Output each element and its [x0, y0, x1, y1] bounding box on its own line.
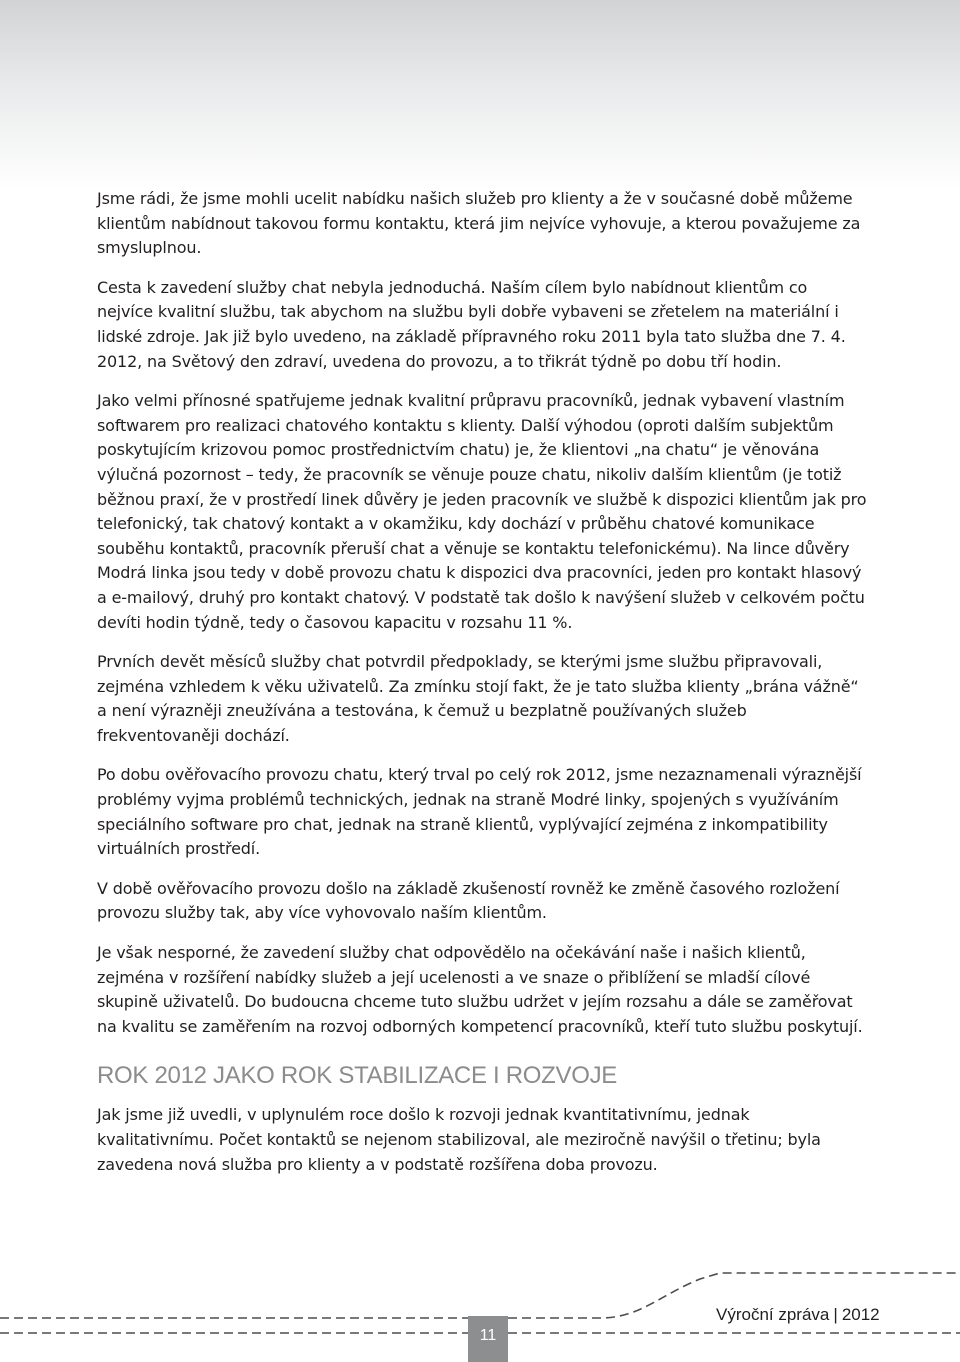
header-gradient-band [0, 0, 960, 190]
report-separator: | [833, 1305, 838, 1324]
paragraph-intro: Jsme rádi, že jsme mohli ucelit nabídku našich služeb pro klienty a že v současné době můžeme klientům nabídnout takovou formu kontaktu, která jim nejvíce vyhovuje, a kterou považujeme za smysluplnou. [97, 189, 861, 258]
paragraph-chat-benefits: Jako velmi přínosné spatřujeme jednak kvalitní průpravu pracovníků, jednak vybavení vlastním softwarem pro realizaci chatového kontaktu s klienty. Další výhodou (oproti dalším subjektům poskytujícím krizovou pomoc prostřednictvím chatu) je, že klientovi „na chatu“ je věnována výlučná pozornost – tedy, že pracovník se věnuje pouze chatu, nikoliv dalším klientům (je totiž běžnou praxí, že v prostředí linek důvěry je jeden pracovník ve službě k dispozici klientům jak pro telefonický, tak chatový kontakt a v okamžiku, kdy dochází v průběhu chatové komunikace souběhu kontaktů, pracovník přeruší chat a věnuje se kontaktu telefonickému). Na lince důvěry Modrá linka jsou tedy v době provozu chatu k dispozici dva pracovníci, jeden pro kontakt hlasový a e-mailový, druhý pro kontakt chatový. V podstatě tak došlo k navýšení služeb v celkovém počtu devíti hodin týdně, tedy o časovou kapacitu v rozsahu 11 %. [97, 391, 867, 632]
page-number: 11 [479, 1327, 497, 1344]
report-year: 2012 [841, 1305, 880, 1324]
paragraph-conclusion: Je však nesporné, že zavedení služby chat odpovědělo na očekávání naše i našich klientů, zejména v rozšíření nabídky služeb a její ucelenosti a ve snaze o přiblížení se mladší cílové skupině uživatelů. Do budoucna chceme tuto službu udržet v jejím rozsahu a dále se zaměřovat na kvalitu se zaměřením na rozvoj odborných kompetencí pracovníků, kteří tuto službu poskytují. [97, 943, 863, 1036]
paragraph-first-months: Prvních devět měsíců služby chat potvrdil předpoklady, se kterými jsme službu připravovali, zejména vzhledem k věku uživatelů. Za zmínku stojí fakt, že je tato služba klienty „brána vážně“ a není výrazněji zneužívána a testována, k čemuž u bezplatně používaných služeb frekventovaněji dochází. [97, 652, 859, 745]
paragraph-time-changes: V době ověřovacího provozu došlo na základě zkušeností rovněž ke změně časového rozložení provozu služby tak, aby více vyhovovalo naším klientům. [97, 878, 840, 923]
report-title: Výroční zpráva [716, 1305, 830, 1324]
report-label [716, 1305, 880, 1325]
section-heading: ROK 2012 JAKO ROK STABILIZACE I ROZVOJE [97, 1062, 618, 1090]
document-body [97, 187, 867, 1192]
paragraph-chat-introduction: Cesta k zavedení služby chat nebyla jednoduchá. Naším cílem bylo nabídnout klientům co nejvíce kvalitní službu, tak abychom na službu byli dobře vybaveni se zřetelem na materiální i lidské zdroje. Jak již bylo uvedeno, na základě přípravného roku 2011 byla tato služba dne 7. 4. 2012, na Světový den zdraví, uvedena do provozu, a to třikrát týdně po dobu tří hodin. [97, 277, 846, 371]
paragraph-section-intro: Jak jsme již uvedli, v uplynulém roce došlo k rozvoji jednak kvantitativnímu, jednak kvalitativnímu. Počet kontaktů se nejenom stabilizoval, ale meziročně navýšil o třetinu; byla zavedena nová služba pro klienty a v podstatě rozšířena doba provozu. [97, 1105, 821, 1174]
paragraph-pilot-problems: Po dobu ověřovacího provozu chatu, který trval po celý rok 2012, jsme nezaznamenali výraznější problémy vyjma problémů technických, jednak na straně Modré linky, spojených s využíváním speciálního software pro chat, jednak na straně klientů, vyplývající zejména z inkompatibility virtuálních prostředí. [97, 765, 862, 859]
